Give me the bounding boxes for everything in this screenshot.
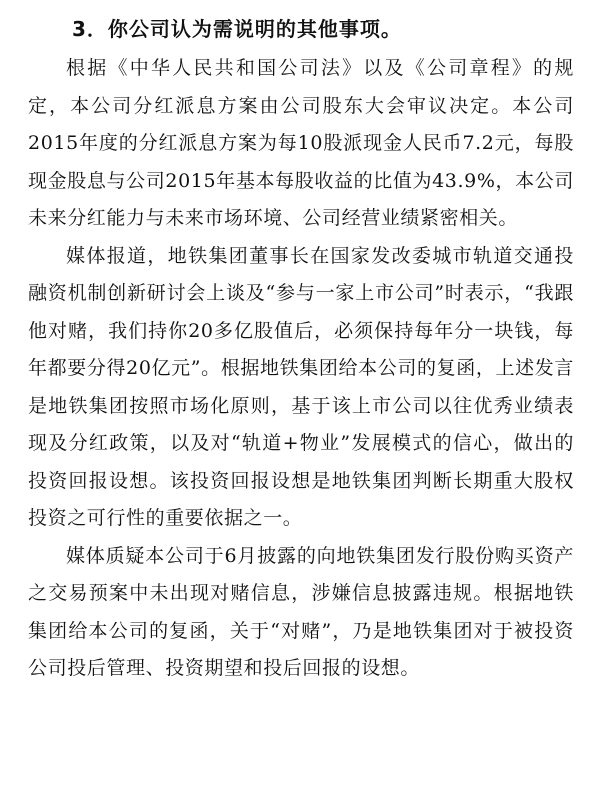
- paragraph-media-question: 媒体质疑本公司于6月披露的向地铁集团发行股份购买资产之交易预案中未出现对赌信息，涉嫌信息披露违规。根据地铁集团给本公司的复函，关于“对赌”，乃是地铁集团对于被投资公司投后管理、投资期望和投后回报的设想。: [28, 544, 574, 679]
- paragraph-media-report: 媒体报道，地铁集团董事长在国家发改委城市轨道交通投融资机制创新研讨会上谈及“参与一家上市公司”时表示，“我跟他对赌，我们持你20多亿股值后，必须保持每年分一块钱，每年都要分得20亿元”。根据地铁集团给本公司的复函，上述发言是地铁集团按照市场化原则，基于该上市公司以往优秀业绩表现及分红政策，以及对“轨道+物业”发展模式的信心，做出的投资回报设想。该投资回报设想是地铁集团判断长期重大股权投资之可行性的重要依据之一。: [28, 244, 574, 529]
- section-heading: 3．你公司认为需说明的其他事项。: [72, 17, 402, 41]
- paragraph-dividend-policy: 根据《中华人民共和国公司法》以及《公司章程》的规定，本公司分红派息方案由公司股东大会审议决定。本公司2015年度的分红派息方案为每10股派现金人民币7.2元，每股现金股息与公司2015年基本每股收益的比值为43.9%，本公司未来分红能力与未来市场环境、公司经营业绩紧密相关。: [28, 57, 574, 229]
